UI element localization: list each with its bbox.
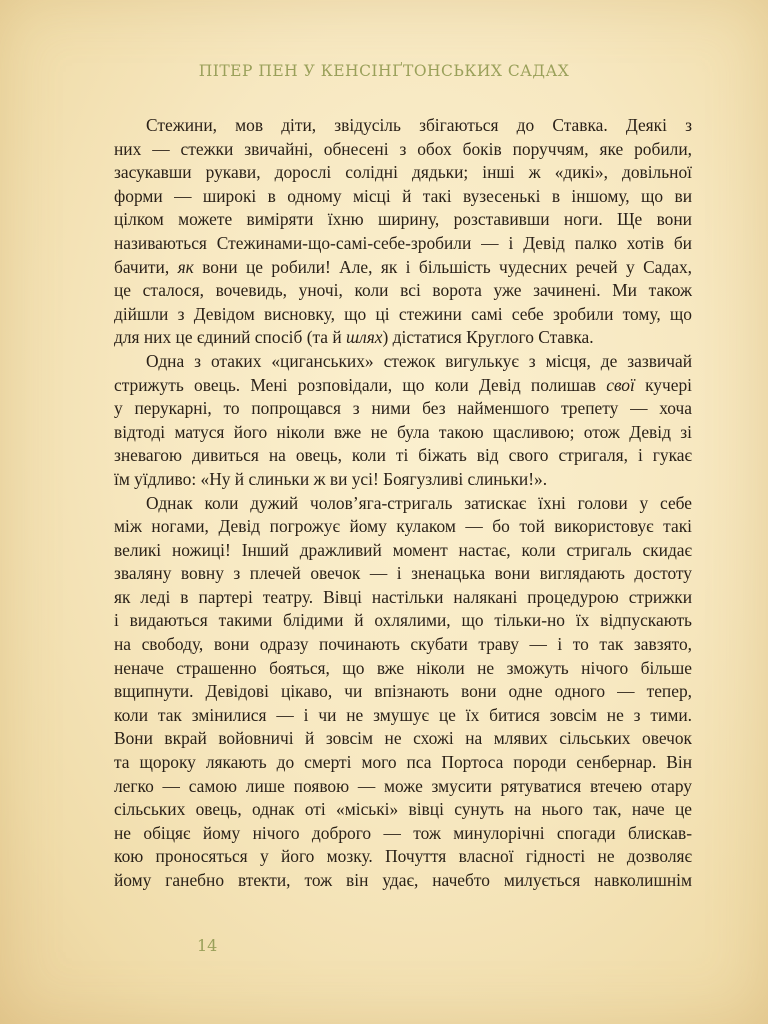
page-number: 14 xyxy=(197,936,218,955)
text-line: сільських овець, однак оті «міські» вівці сунуть на нього так, наче це xyxy=(114,799,692,820)
text-line: форми — широкі в одному місці й такі вузесенькі в іншому, що ви xyxy=(114,185,692,206)
text-line: у перукарні, то попрощався з ними без найменшого трепету — хоча xyxy=(114,398,692,419)
running-head: ПІТЕР ПЕН У КЕНСІНҐТОНСЬКИХ САДАХ xyxy=(198,62,570,80)
text-line: неначе страшенно бояться, що вже ніколи не зможуть нічого більше xyxy=(114,657,692,678)
text-line: легко — самою лише появою — може змусити рятуватися втечею отару xyxy=(114,775,692,796)
text-line: великі ножиці! Інший дражливий момент настає, коли стригаль скидає xyxy=(114,539,692,560)
text-line: засукавши рукави, дорослі солідні дядьки; інші ж «дикі», довільної xyxy=(114,162,692,183)
text-line: називаються Стежинами-що-самі-себе-зробили — і Девід палко хотів би xyxy=(114,232,692,253)
text-line: зневагою дивиться на овець, коли ті біжать від свого стригаля, і гукає xyxy=(114,445,692,466)
text-line: цілком можете виміряти їхню ширину, розставивши ноги. Ще вони xyxy=(114,209,692,230)
text-line: на свободу, вони одразу починають скубати траву — і то так завзято, xyxy=(114,634,692,655)
text-line: коли так змінилися — і чи не змушує це їх битися зовсім не з тими. xyxy=(114,704,692,725)
text-line: йому ганебно втекти, тож він удає, начебто милується навколишнім xyxy=(114,870,692,890)
text-line: їм уїдливо: «Ну й слиньки ж ви усі! Боягузливі слиньки!». xyxy=(114,468,548,489)
text-line: Однак коли дужий чолов’яга-стригаль затискає їхні голови у себе xyxy=(146,492,692,513)
text-line: вщипнути. Девідові цікаво, чи впізнають вони одне одного — тепер, xyxy=(114,681,692,702)
text-line: та щороку лякають до смерті мого пса Портоса породи сенбернар. Він xyxy=(114,752,692,773)
text-line: відтоді матуся його ніколи вже не була такою щасливою; отож Девід зі xyxy=(114,421,692,442)
text-line: Одна з отаких «циганських» стежок вигулькує з місця, де зазвичай xyxy=(146,350,692,371)
text-line: Вони вкрай войовничі й зовсім не схожі на млявих сільських овечок xyxy=(114,728,692,749)
text-line: і видаються такими блідими й охлялими, що тільки-но їх відпускають xyxy=(114,610,692,631)
text-line: дійшли з Девідом висновку, що ці стежини самі себе зробили тому, що xyxy=(114,303,692,324)
text-line: стрижуть овець. Мені розповідали, що коли Девід полишав свої кучері xyxy=(114,374,692,395)
text-line: це сталося, вочевидь, уночі, коли всі ворота уже зачинені. Ми також xyxy=(114,280,692,301)
text-line: зваляну вовну з плечей овечок — і зненацька вони виглядають достоту xyxy=(114,563,692,584)
text-line: для них це єдиний спосіб (та й шлях) дістатися Круглого Ставка. xyxy=(114,327,594,348)
body-text xyxy=(114,114,692,893)
text-line: Стежини, мов діти, звідусіль збігаються до Ставка. Деякі з xyxy=(146,115,692,135)
text-line: як леді в партері театру. Вівці настільки налякані процедурою стрижки xyxy=(114,586,692,607)
text-line: кою проносяться у його мозку. Почуття власної гідності не дозволяє xyxy=(114,846,692,867)
text-line: між ногами, Девід погрожує йому кулаком — бо той використовує такі xyxy=(114,516,692,537)
text-line: не обіцяє йому нічого доброго — тож минулорічні спогади блискав- xyxy=(114,822,692,843)
text-line: бачити, як вони це робили! Але, як і більшість чудесних речей у Садах, xyxy=(114,256,692,277)
text-line: них — стежки звичайні, обнесені з обох боків поруччям, яке робили, xyxy=(114,138,692,159)
